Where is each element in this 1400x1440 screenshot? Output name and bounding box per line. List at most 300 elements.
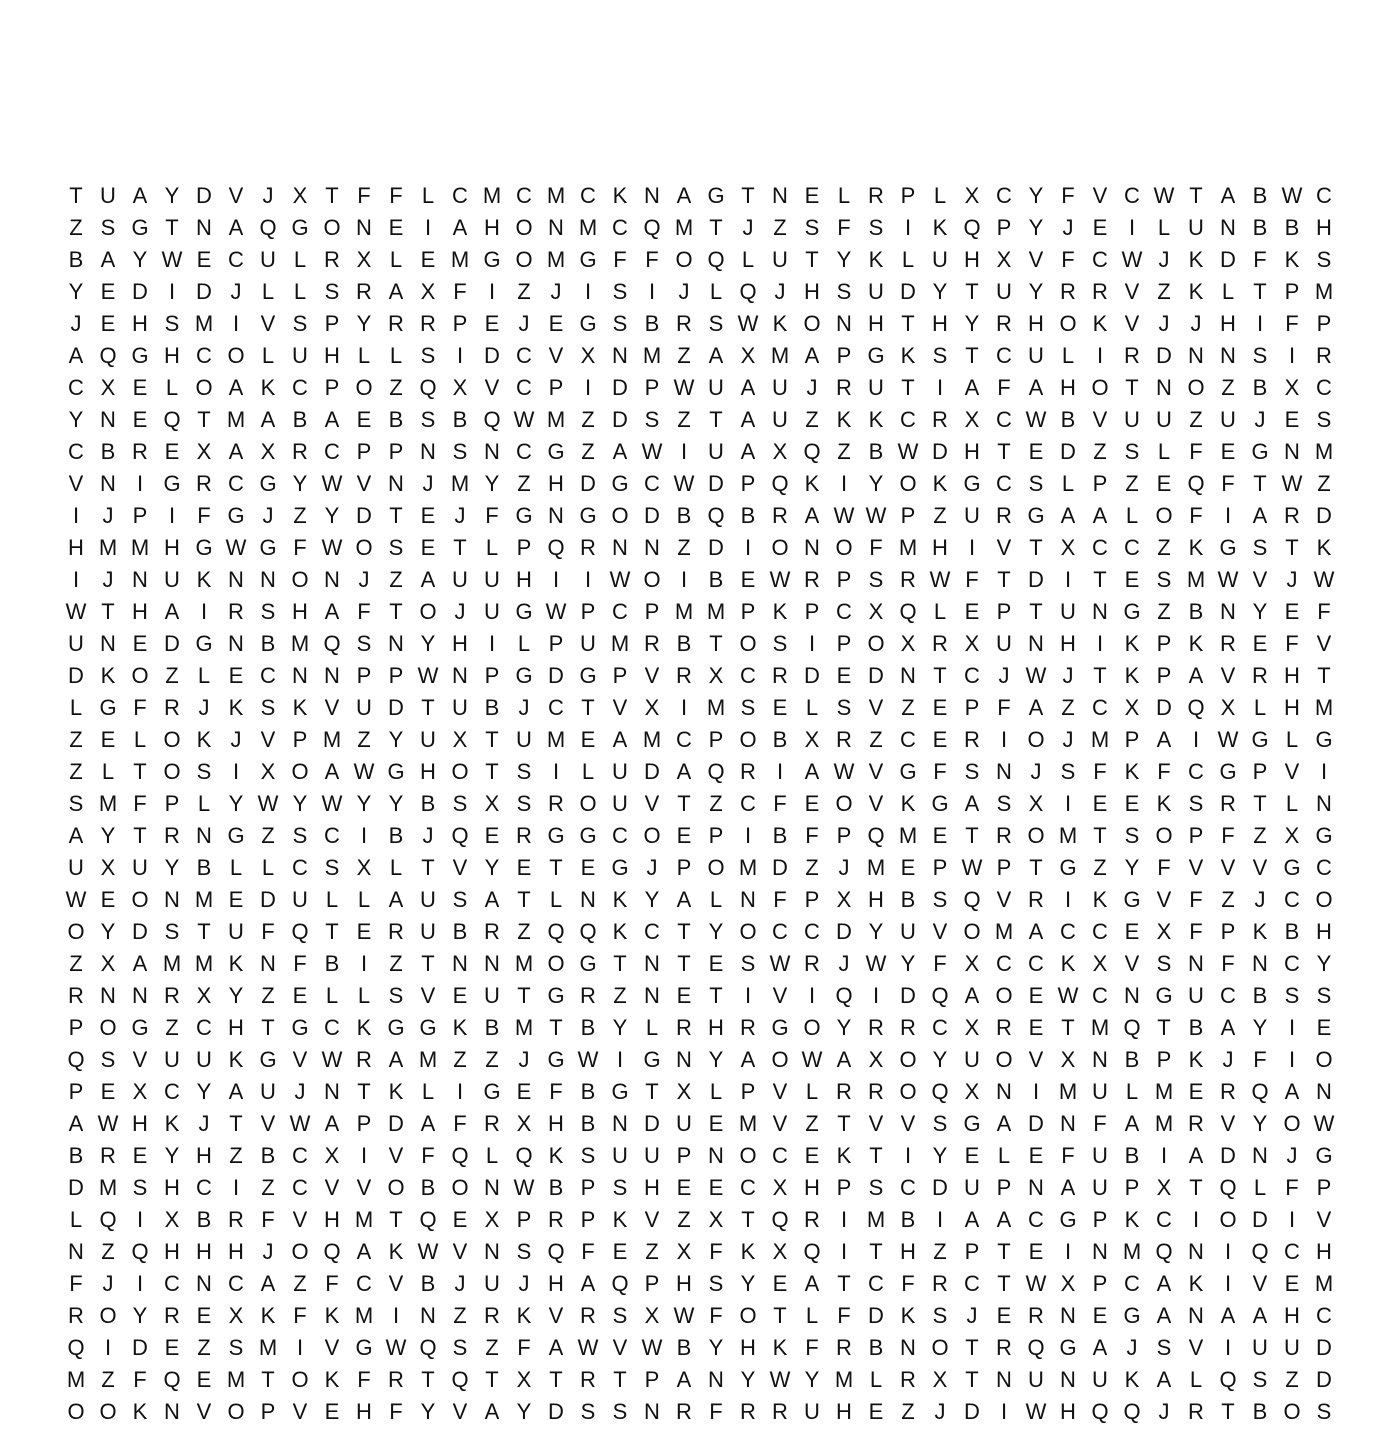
grid-letter[interactable]: X <box>516 1367 532 1392</box>
grid-letter[interactable]: T <box>997 1239 1011 1264</box>
grid-letter[interactable]: U <box>932 247 948 272</box>
grid-letter[interactable]: S <box>612 311 628 336</box>
grid-letter[interactable]: R <box>580 535 596 560</box>
grid-letter[interactable]: I <box>1256 311 1264 336</box>
grid-letter[interactable]: S <box>1156 567 1172 592</box>
grid-letter[interactable]: V <box>1284 759 1300 784</box>
grid-letter[interactable]: T <box>133 823 147 848</box>
grid-letter[interactable]: Z <box>933 1239 947 1264</box>
grid-letter[interactable]: A <box>388 1047 404 1072</box>
grid-letter[interactable]: Q <box>547 919 565 944</box>
grid-letter[interactable]: F <box>1221 471 1235 496</box>
grid-letter[interactable]: T <box>549 1367 563 1392</box>
grid-letter[interactable]: W <box>417 663 439 688</box>
grid-letter[interactable]: Q <box>1251 1239 1269 1264</box>
grid-letter[interactable]: O <box>163 759 181 784</box>
grid-letter[interactable]: I <box>584 567 592 592</box>
grid-letter[interactable]: N <box>388 471 404 496</box>
grid-letter[interactable]: H <box>484 215 500 240</box>
grid-letter[interactable]: A <box>548 1335 564 1360</box>
grid-letter[interactable]: T <box>1189 183 1203 208</box>
grid-letter[interactable]: T <box>389 599 403 624</box>
grid-letter[interactable]: V <box>452 1239 468 1264</box>
grid-letter[interactable]: S <box>196 759 212 784</box>
grid-letter[interactable]: A <box>804 503 820 528</box>
grid-letter[interactable]: T <box>485 1367 499 1392</box>
grid-letter[interactable]: K <box>612 919 628 944</box>
grid-letter[interactable]: S <box>132 1175 148 1200</box>
grid-letter[interactable]: P <box>68 1079 84 1104</box>
grid-letter[interactable]: T <box>901 375 915 400</box>
grid-letter[interactable]: B <box>68 247 84 272</box>
grid-letter[interactable]: V <box>644 663 660 688</box>
grid-letter[interactable]: U <box>996 279 1012 304</box>
grid-letter[interactable]: Z <box>1221 887 1235 912</box>
grid-letter[interactable]: K <box>1060 951 1076 976</box>
grid-letter[interactable]: V <box>1316 1207 1332 1232</box>
grid-letter[interactable]: F <box>709 1303 723 1328</box>
grid-letter[interactable]: E <box>420 503 436 528</box>
grid-letter[interactable]: K <box>260 1303 276 1328</box>
grid-letter[interactable]: Z <box>165 1015 179 1040</box>
grid-letter[interactable]: F <box>133 695 147 720</box>
grid-letter[interactable]: M <box>898 823 918 848</box>
grid-letter[interactable]: R <box>356 1047 372 1072</box>
grid-letter[interactable]: S <box>644 407 660 432</box>
grid-letter[interactable]: B <box>580 1111 596 1136</box>
grid-letter[interactable]: W <box>321 535 343 560</box>
grid-letter[interactable]: I <box>808 631 816 656</box>
grid-letter[interactable]: X <box>484 791 500 816</box>
grid-letter[interactable]: N <box>1092 1047 1108 1072</box>
grid-letter[interactable]: S <box>1316 247 1332 272</box>
grid-letter[interactable]: U <box>1092 1079 1108 1104</box>
grid-letter[interactable]: R <box>1124 343 1140 368</box>
grid-letter[interactable]: H <box>1284 695 1300 720</box>
grid-letter[interactable]: Q <box>547 535 565 560</box>
grid-letter[interactable]: O <box>739 631 757 656</box>
grid-letter[interactable]: J <box>454 599 466 624</box>
grid-letter[interactable]: D <box>644 503 660 528</box>
grid-letter[interactable]: Y <box>708 919 724 944</box>
grid-letter[interactable]: R <box>900 567 916 592</box>
grid-letter[interactable]: C <box>1092 919 1108 944</box>
grid-letter[interactable]: S <box>836 279 852 304</box>
grid-letter[interactable]: U <box>996 631 1012 656</box>
grid-letter[interactable]: T <box>1253 471 1267 496</box>
grid-letter[interactable]: A <box>260 1271 276 1296</box>
grid-letter[interactable]: V <box>420 983 436 1008</box>
grid-letter[interactable]: Q <box>771 1207 789 1232</box>
grid-letter[interactable]: V <box>996 887 1012 912</box>
grid-letter[interactable]: A <box>964 791 980 816</box>
grid-letter[interactable]: B <box>1284 919 1300 944</box>
grid-letter[interactable]: F <box>869 535 883 560</box>
grid-letter[interactable]: M <box>354 1303 374 1328</box>
grid-letter[interactable]: E <box>452 983 468 1008</box>
grid-letter[interactable]: M <box>226 407 246 432</box>
grid-letter[interactable]: W <box>321 791 343 816</box>
grid-letter[interactable]: A <box>420 1111 436 1136</box>
grid-letter[interactable]: W <box>1025 407 1047 432</box>
grid-letter[interactable]: I <box>1064 887 1072 912</box>
grid-letter[interactable]: X <box>996 247 1012 272</box>
grid-letter[interactable]: U <box>964 1175 980 1200</box>
grid-letter[interactable]: X <box>452 375 468 400</box>
grid-letter[interactable]: Z <box>69 759 83 784</box>
grid-letter[interactable]: M <box>610 631 630 656</box>
grid-letter[interactable]: R <box>1220 791 1236 816</box>
grid-letter[interactable]: D <box>1316 1335 1332 1360</box>
grid-letter[interactable]: N <box>164 887 180 912</box>
grid-letter[interactable]: X <box>324 1143 340 1168</box>
grid-letter[interactable]: C <box>1284 887 1300 912</box>
grid-letter[interactable]: T <box>357 1079 371 1104</box>
grid-letter[interactable]: G <box>131 1015 149 1040</box>
grid-letter[interactable]: R <box>548 1207 564 1232</box>
grid-letter[interactable]: L <box>997 1143 1011 1168</box>
grid-letter[interactable]: E <box>1220 439 1236 464</box>
grid-letter[interactable]: W <box>545 599 567 624</box>
grid-letter[interactable]: R <box>868 1079 884 1104</box>
grid-letter[interactable]: T <box>773 1303 787 1328</box>
grid-letter[interactable]: J <box>102 567 114 592</box>
grid-letter[interactable]: S <box>388 535 404 560</box>
grid-letter[interactable]: P <box>708 727 724 752</box>
grid-letter[interactable]: Y <box>1124 855 1140 880</box>
grid-letter[interactable]: P <box>548 631 564 656</box>
grid-letter[interactable]: L <box>1061 343 1075 368</box>
grid-letter[interactable]: C <box>164 1079 180 1104</box>
grid-letter[interactable]: O <box>1315 887 1333 912</box>
grid-letter[interactable]: V <box>324 1335 340 1360</box>
grid-letter[interactable]: F <box>1317 599 1331 624</box>
grid-letter[interactable]: J <box>1190 311 1202 336</box>
grid-letter[interactable]: N <box>1284 439 1300 464</box>
grid-letter[interactable]: U <box>676 1111 692 1136</box>
grid-letter[interactable]: D <box>548 663 564 688</box>
grid-letter[interactable]: L <box>389 247 403 272</box>
grid-letter[interactable]: P <box>1124 1175 1140 1200</box>
grid-letter[interactable]: R <box>164 983 180 1008</box>
grid-letter[interactable]: E <box>996 1303 1012 1328</box>
grid-letter[interactable]: X <box>132 1079 148 1104</box>
grid-letter[interactable]: A <box>484 887 500 912</box>
grid-letter[interactable]: I <box>936 1207 944 1232</box>
grid-letter[interactable]: N <box>1220 343 1236 368</box>
grid-letter[interactable]: W <box>225 535 247 560</box>
grid-letter[interactable]: Q <box>835 983 853 1008</box>
grid-letter[interactable]: C <box>676 727 692 752</box>
grid-letter[interactable]: N <box>100 407 116 432</box>
grid-letter[interactable]: S <box>68 791 84 816</box>
grid-letter[interactable]: I <box>424 215 432 240</box>
grid-letter[interactable]: H <box>164 1239 180 1264</box>
grid-letter[interactable]: I <box>200 599 208 624</box>
grid-letter[interactable]: N <box>484 439 500 464</box>
grid-letter[interactable]: S <box>1252 535 1268 560</box>
grid-letter[interactable]: Y <box>132 247 148 272</box>
grid-letter[interactable]: P <box>324 311 340 336</box>
grid-letter[interactable]: Y <box>388 727 404 752</box>
grid-letter[interactable]: Q <box>707 503 725 528</box>
grid-letter[interactable]: T <box>421 695 435 720</box>
grid-letter[interactable]: T <box>1221 1399 1235 1424</box>
grid-letter[interactable]: U <box>964 503 980 528</box>
grid-letter[interactable]: W <box>961 855 983 880</box>
grid-letter[interactable]: J <box>1254 887 1266 912</box>
grid-letter[interactable]: W <box>65 599 87 624</box>
grid-letter[interactable]: U <box>164 1047 180 1072</box>
grid-letter[interactable]: Y <box>68 279 84 304</box>
grid-letter[interactable]: S <box>164 919 180 944</box>
grid-letter[interactable]: N <box>1188 951 1204 976</box>
grid-letter[interactable]: F <box>1189 919 1203 944</box>
grid-letter[interactable]: X <box>740 343 756 368</box>
grid-letter[interactable]: L <box>69 1207 83 1232</box>
grid-letter[interactable]: A <box>132 951 148 976</box>
grid-letter[interactable]: V <box>932 919 948 944</box>
grid-letter[interactable]: U <box>164 567 180 592</box>
grid-letter[interactable]: H <box>644 1175 660 1200</box>
grid-letter[interactable]: W <box>833 759 855 784</box>
grid-letter[interactable]: N <box>644 951 660 976</box>
grid-letter[interactable]: U <box>484 1271 500 1296</box>
grid-letter[interactable]: A <box>964 375 980 400</box>
grid-letter[interactable]: U <box>612 791 628 816</box>
grid-letter[interactable]: N <box>484 951 500 976</box>
grid-letter[interactable]: Z <box>1157 279 1171 304</box>
grid-letter[interactable]: R <box>164 695 180 720</box>
grid-letter[interactable]: J <box>1062 663 1074 688</box>
grid-letter[interactable]: Z <box>261 1175 275 1200</box>
grid-letter[interactable]: T <box>869 1143 883 1168</box>
grid-letter[interactable]: W <box>1281 471 1303 496</box>
grid-letter[interactable]: A <box>452 215 468 240</box>
grid-letter[interactable]: O <box>419 599 437 624</box>
grid-letter[interactable]: V <box>1092 183 1108 208</box>
grid-letter[interactable]: T <box>1093 663 1107 688</box>
grid-letter[interactable]: U <box>228 919 244 944</box>
grid-letter[interactable]: H <box>1060 1399 1076 1424</box>
grid-letter[interactable]: Q <box>547 1239 565 1264</box>
grid-letter[interactable]: V <box>260 1111 276 1136</box>
grid-letter[interactable]: M <box>642 727 662 752</box>
grid-letter[interactable]: C <box>516 343 532 368</box>
grid-letter[interactable]: M <box>418 1047 438 1072</box>
grid-letter[interactable]: C <box>996 951 1012 976</box>
grid-letter[interactable]: B <box>1188 599 1204 624</box>
grid-letter[interactable]: K <box>612 183 628 208</box>
grid-letter[interactable]: U <box>484 599 500 624</box>
grid-letter[interactable]: U <box>484 567 500 592</box>
grid-letter[interactable]: E <box>868 1399 884 1424</box>
grid-letter[interactable]: P <box>356 1111 372 1136</box>
grid-letter[interactable]: A <box>324 599 340 624</box>
grid-letter[interactable]: Y <box>964 311 980 336</box>
grid-letter[interactable]: N <box>708 1143 724 1168</box>
grid-letter[interactable]: C <box>292 855 308 880</box>
grid-letter[interactable]: L <box>901 247 915 272</box>
grid-letter[interactable]: U <box>1124 407 1140 432</box>
grid-letter[interactable]: G <box>1315 823 1333 848</box>
grid-letter[interactable]: V <box>1188 855 1204 880</box>
grid-letter[interactable]: A <box>1028 375 1044 400</box>
grid-letter[interactable]: T <box>1125 375 1139 400</box>
grid-letter[interactable]: T <box>549 1015 563 1040</box>
grid-letter[interactable]: O <box>291 1239 309 1264</box>
grid-letter[interactable]: F <box>549 1079 563 1104</box>
grid-letter[interactable]: F <box>997 375 1011 400</box>
grid-letter[interactable]: M <box>1314 1271 1334 1296</box>
grid-letter[interactable]: N <box>644 983 660 1008</box>
grid-letter[interactable]: R <box>484 1303 500 1328</box>
grid-letter[interactable]: P <box>804 887 820 912</box>
grid-letter[interactable]: A <box>740 1047 756 1072</box>
grid-letter[interactable]: E <box>324 1399 340 1424</box>
grid-letter[interactable]: R <box>1220 631 1236 656</box>
grid-letter[interactable]: P <box>1284 279 1300 304</box>
grid-letter[interactable]: T <box>613 1367 627 1392</box>
grid-letter[interactable]: Z <box>645 1239 659 1264</box>
grid-letter[interactable]: L <box>421 1079 435 1104</box>
grid-letter[interactable]: I <box>232 759 240 784</box>
grid-letter[interactable]: Z <box>357 727 371 752</box>
grid-letter[interactable]: S <box>612 1175 628 1200</box>
grid-letter[interactable]: U <box>356 695 372 720</box>
grid-letter[interactable]: P <box>836 631 852 656</box>
grid-letter[interactable]: Y <box>228 791 244 816</box>
grid-letter[interactable]: Y <box>932 1143 948 1168</box>
grid-letter[interactable]: I <box>648 279 656 304</box>
grid-letter[interactable]: T <box>1093 823 1107 848</box>
grid-letter[interactable]: L <box>1157 439 1171 464</box>
grid-letter[interactable]: C <box>1092 695 1108 720</box>
grid-letter[interactable]: V <box>196 1399 212 1424</box>
grid-letter[interactable]: F <box>837 215 851 240</box>
grid-letter[interactable]: S <box>932 1303 948 1328</box>
grid-letter[interactable]: T <box>1253 791 1267 816</box>
grid-letter[interactable]: A <box>676 183 692 208</box>
grid-letter[interactable]: M <box>1122 1239 1142 1264</box>
grid-letter[interactable]: H <box>804 279 820 304</box>
grid-letter[interactable]: Z <box>901 1399 915 1424</box>
grid-letter[interactable]: G <box>1027 503 1045 528</box>
grid-letter[interactable]: L <box>261 279 275 304</box>
grid-letter[interactable]: W <box>97 1111 119 1136</box>
grid-letter[interactable]: T <box>709 983 723 1008</box>
grid-letter[interactable]: T <box>389 1207 403 1232</box>
grid-letter[interactable]: H <box>1060 375 1076 400</box>
grid-letter[interactable]: D <box>708 471 724 496</box>
grid-letter[interactable]: S <box>516 759 532 784</box>
grid-letter[interactable]: R <box>1252 663 1268 688</box>
grid-letter[interactable]: T <box>229 1111 243 1136</box>
grid-letter[interactable]: X <box>964 183 980 208</box>
grid-letter[interactable]: K <box>1124 759 1140 784</box>
grid-letter[interactable]: S <box>516 791 532 816</box>
grid-letter[interactable]: D <box>1220 247 1236 272</box>
grid-letter[interactable]: J <box>358 567 370 592</box>
grid-letter[interactable]: M <box>1090 727 1110 752</box>
grid-letter[interactable]: O <box>867 631 885 656</box>
grid-letter[interactable]: S <box>1060 759 1076 784</box>
grid-letter[interactable]: B <box>420 791 436 816</box>
grid-letter[interactable]: E <box>1316 1015 1332 1040</box>
grid-letter[interactable]: M <box>450 471 470 496</box>
grid-letter[interactable]: C <box>68 375 84 400</box>
grid-letter[interactable]: K <box>356 1015 372 1040</box>
grid-letter[interactable]: P <box>1220 919 1236 944</box>
grid-letter[interactable]: T <box>997 567 1011 592</box>
grid-letter[interactable]: T <box>261 1367 275 1392</box>
grid-letter[interactable]: A <box>964 1207 980 1232</box>
grid-letter[interactable]: R <box>516 823 532 848</box>
grid-letter[interactable]: N <box>644 1399 660 1424</box>
grid-letter[interactable]: E <box>1284 407 1300 432</box>
grid-letter[interactable]: O <box>1315 1047 1333 1072</box>
grid-letter[interactable]: U <box>1156 407 1172 432</box>
grid-letter[interactable]: R <box>1060 279 1076 304</box>
grid-letter[interactable]: C <box>1284 951 1300 976</box>
grid-letter[interactable]: G <box>131 343 149 368</box>
grid-letter[interactable]: Y <box>516 1399 532 1424</box>
grid-letter[interactable]: U <box>1092 1175 1108 1200</box>
grid-letter[interactable]: G <box>163 471 181 496</box>
grid-letter[interactable]: U <box>132 855 148 880</box>
grid-letter[interactable]: X <box>964 1079 980 1104</box>
grid-letter[interactable]: L <box>933 599 947 624</box>
grid-letter[interactable]: Q <box>259 215 277 240</box>
grid-letter[interactable]: O <box>227 343 245 368</box>
grid-letter[interactable]: D <box>612 407 628 432</box>
grid-letter[interactable]: D <box>1028 1111 1044 1136</box>
grid-letter[interactable]: W <box>513 407 535 432</box>
grid-letter[interactable]: S <box>164 311 180 336</box>
grid-letter[interactable]: Z <box>101 1239 115 1264</box>
grid-letter[interactable]: F <box>805 823 819 848</box>
grid-letter[interactable]: Z <box>1061 695 1075 720</box>
grid-letter[interactable]: I <box>360 823 368 848</box>
grid-letter[interactable]: G <box>1315 727 1333 752</box>
grid-letter[interactable]: X <box>452 727 468 752</box>
grid-letter[interactable]: M <box>1154 1111 1174 1136</box>
grid-letter[interactable]: X <box>484 1207 500 1232</box>
grid-letter[interactable]: A <box>708 343 724 368</box>
grid-letter[interactable]: B <box>1252 183 1268 208</box>
grid-letter[interactable]: H <box>740 1335 756 1360</box>
grid-letter[interactable]: Q <box>1187 471 1205 496</box>
grid-letter[interactable]: W <box>1217 567 1239 592</box>
grid-letter[interactable]: Z <box>805 1111 819 1136</box>
grid-letter[interactable]: V <box>868 695 884 720</box>
grid-letter[interactable]: T <box>709 215 723 240</box>
grid-letter[interactable]: M <box>674 215 694 240</box>
grid-letter[interactable]: M <box>1090 1015 1110 1040</box>
grid-letter[interactable]: O <box>1091 375 1109 400</box>
grid-letter[interactable]: R <box>1316 343 1332 368</box>
grid-letter[interactable]: W <box>865 951 887 976</box>
grid-letter[interactable]: W <box>1025 1399 1047 1424</box>
grid-letter[interactable]: A <box>1252 503 1268 528</box>
grid-letter[interactable]: E <box>676 1175 692 1200</box>
grid-letter[interactable]: P <box>996 599 1012 624</box>
grid-letter[interactable]: T <box>1093 567 1107 592</box>
grid-letter[interactable]: N <box>132 983 148 1008</box>
grid-letter[interactable]: C <box>356 1271 372 1296</box>
grid-letter[interactable]: S <box>932 887 948 912</box>
grid-letter[interactable]: U <box>612 759 628 784</box>
